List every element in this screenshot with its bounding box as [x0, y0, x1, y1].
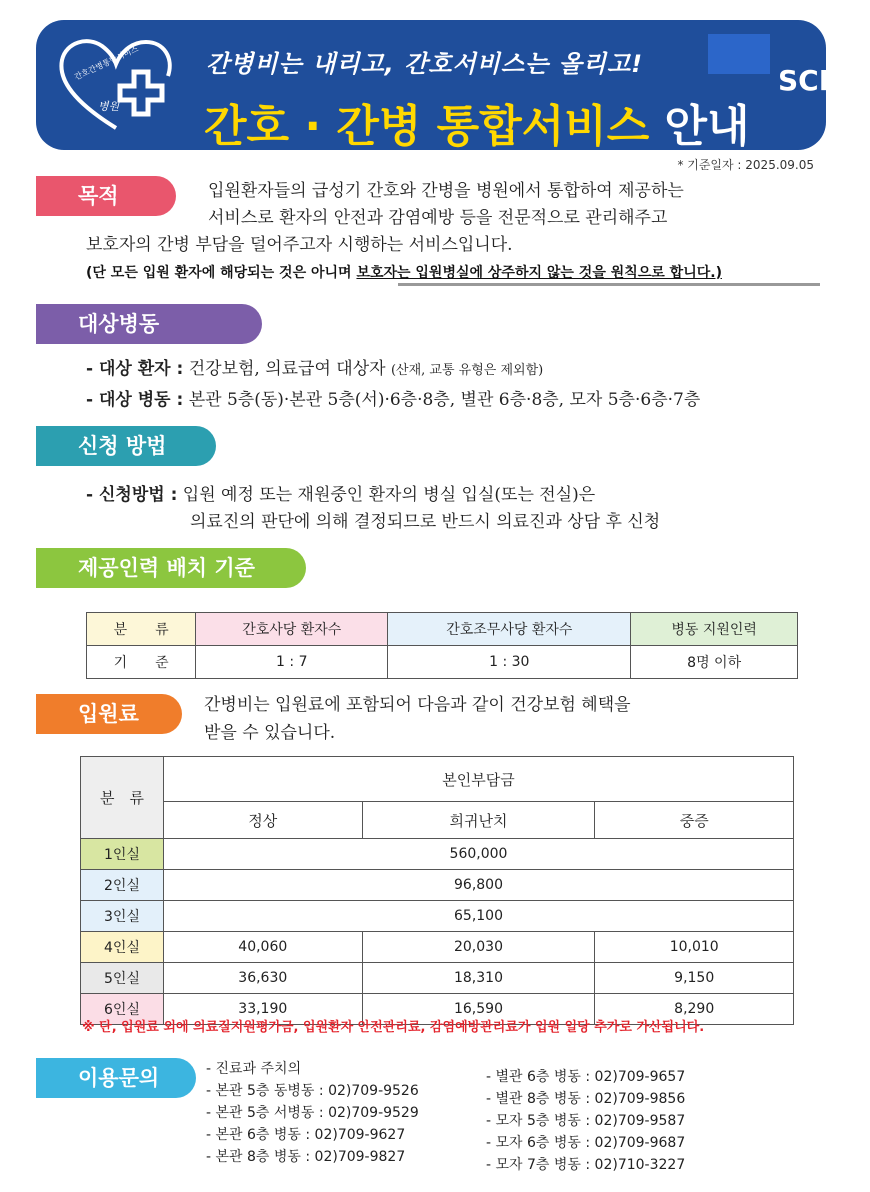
table-row — [81, 901, 794, 932]
room-type: 1인실 — [81, 839, 164, 870]
purpose-note-prefix: (단 모든 입원 환자에 해당되는 것은 아니며 — [86, 265, 352, 281]
list-item: - 본관 8층 병동 : 02)709-9827 — [206, 1149, 406, 1165]
list-item: - 진료과 주치의 — [206, 1061, 302, 1077]
fee-header-category: 분 류 — [81, 757, 164, 839]
target-patient-row — [86, 354, 543, 379]
purpose-line-3: 보호자의 간병 부담을 덜어주고자 시행하는 서비스입니다. — [86, 235, 513, 255]
target-ward-row — [86, 385, 700, 410]
section-label-ward: 대상병동 — [36, 304, 262, 344]
section-label-staff: 제공인력 배치 기준 — [36, 548, 306, 588]
fee-value: 560,000 — [164, 839, 794, 870]
fee-note: ※ 단, 입원료 외에 의료질지원평가금, 입원환자 안전관리료, 감염예방관리료가 입원 일당 추가로 가산됩니다. — [82, 1020, 705, 1035]
fee-value: 16,590 — [362, 994, 595, 1025]
fee-value: 36,630 — [164, 963, 363, 994]
fee-value: 10,010 — [595, 932, 794, 963]
staff-table — [86, 612, 798, 679]
section-label-contact: 이용문의 — [36, 1058, 196, 1098]
fee-value: 9,150 — [595, 963, 794, 994]
page-title — [204, 90, 750, 154]
apply-line-1: 입원 예정 또는 재원중인 환자의 병실 입실(또는 전실)은 — [182, 485, 596, 505]
fee-header-burden: 본인부담금 — [164, 757, 794, 802]
fee-subheader-severe: 중증 — [595, 802, 794, 839]
purpose-line-1: 입원환자들의 급성기 간호와 간병을 병원에서 통합하여 제공하는 — [208, 181, 684, 201]
section-label-apply: 신청 방법 — [36, 426, 216, 466]
purpose-note — [86, 262, 722, 282]
logo-text-top: 간호간병통합서비스 — [73, 44, 140, 82]
target-patient-key: - 대상 환자 : — [86, 359, 184, 379]
purpose-line-2: 서비스로 환자의 안전과 감염예방 등을 전문적으로 관리해주고 — [208, 208, 668, 228]
section-label-purpose: 목적 — [36, 176, 176, 216]
fee-value: 18,310 — [362, 963, 595, 994]
staff-cell-assistant: 1 : 30 — [388, 646, 631, 679]
staff-cell-support: 8명 이하 — [631, 646, 798, 679]
list-item: - 별관 8층 병동 : 02)709-9856 — [486, 1091, 686, 1107]
fee-value: 8,290 — [595, 994, 794, 1025]
fee-line-2: 받을 수 있습니다. — [204, 723, 336, 743]
staff-cell-category: 기 준 — [87, 646, 196, 679]
fee-subheader-normal: 정상 — [164, 802, 363, 839]
staff-header-nurse: 간호사당 환자수 — [196, 613, 388, 646]
target-ward-value: 본관 5층(동)·본관 5층(서)·6층·8층, 별관 6층·8층, 모자 5층·6층·7층 — [188, 390, 701, 410]
header-banner — [36, 20, 843, 152]
reference-date: * 기준일자 : 2025.09.05 — [677, 158, 814, 172]
table-row — [81, 932, 794, 963]
table-row — [81, 870, 794, 901]
list-item: - 본관 5층 서병동 : 02)709-9529 — [206, 1105, 419, 1121]
fee-value: 20,030 — [362, 932, 595, 963]
list-item: - 본관 6층 병동 : 02)709-9627 — [206, 1127, 406, 1143]
staff-header-assistant: 간호조무사당 환자수 — [388, 613, 631, 646]
section-label-fee: 입원료 — [36, 694, 182, 734]
table-row — [81, 839, 794, 870]
contact-list-left — [206, 1058, 419, 1168]
room-type: 4인실 — [81, 932, 164, 963]
slogan: 간병비는 내리고, 간호서비스는 올리고! — [206, 50, 644, 78]
fee-value: 40,060 — [164, 932, 363, 963]
logo-text-bottom: 병원 — [98, 100, 120, 113]
room-type: 5인실 — [81, 963, 164, 994]
list-item: - 모자 6층 병동 : 02)709-9687 — [486, 1135, 686, 1151]
fee-value: 96,800 — [164, 870, 794, 901]
target-patient-note: (산재, 교통 유형은 제외함) — [390, 363, 544, 378]
fee-value: 33,190 — [164, 994, 363, 1025]
fee-value: 65,100 — [164, 901, 794, 932]
brand-box — [708, 34, 770, 74]
room-type: 2인실 — [81, 870, 164, 901]
apply-line-2: 의료진의 판단에 의해 결정되므로 반드시 의료진과 상담 후 신청 — [190, 512, 661, 532]
title-main: 간호 · 간병 통합서비스 — [204, 101, 650, 152]
list-item: - 모자 7층 병동 : 02)710-3227 — [486, 1157, 686, 1173]
hospital-logo-icon — [54, 32, 184, 136]
list-item: - 별관 6층 병동 : 02)709-9657 — [486, 1069, 686, 1085]
apply-row — [86, 480, 595, 505]
list-item: - 모자 5층 병동 : 02)709-9587 — [486, 1113, 686, 1129]
fee-line-1: 간병비는 입원료에 포함되어 다음과 같이 건강보험 혜택을 — [204, 695, 631, 715]
room-type: 6인실 — [81, 994, 164, 1025]
apply-key: - 신청방법 : — [86, 485, 178, 505]
target-patient-value: 건강보험, 의료급여 대상자 — [188, 359, 386, 379]
divider — [398, 283, 820, 286]
title-suffix: 안내 — [664, 101, 750, 152]
target-ward-key: - 대상 병동 : — [86, 390, 184, 410]
brand-name: SCH — [778, 64, 843, 97]
fee-subheader-rare: 희귀난치 — [362, 802, 595, 839]
table-row — [81, 963, 794, 994]
list-item: - 본관 5층 동병동 : 02)709-9526 — [206, 1083, 419, 1099]
fee-table — [80, 756, 794, 1025]
purpose-note-emphasis: 보호자는 입원병실에 상주하지 않는 것을 원칙으로 합니다.) — [356, 265, 722, 281]
room-type: 3인실 — [81, 901, 164, 932]
staff-cell-nurse: 1 : 7 — [196, 646, 388, 679]
contact-list-right — [486, 1066, 685, 1176]
staff-header-support: 병동 지원인력 — [631, 613, 798, 646]
staff-header-category: 분 류 — [87, 613, 196, 646]
